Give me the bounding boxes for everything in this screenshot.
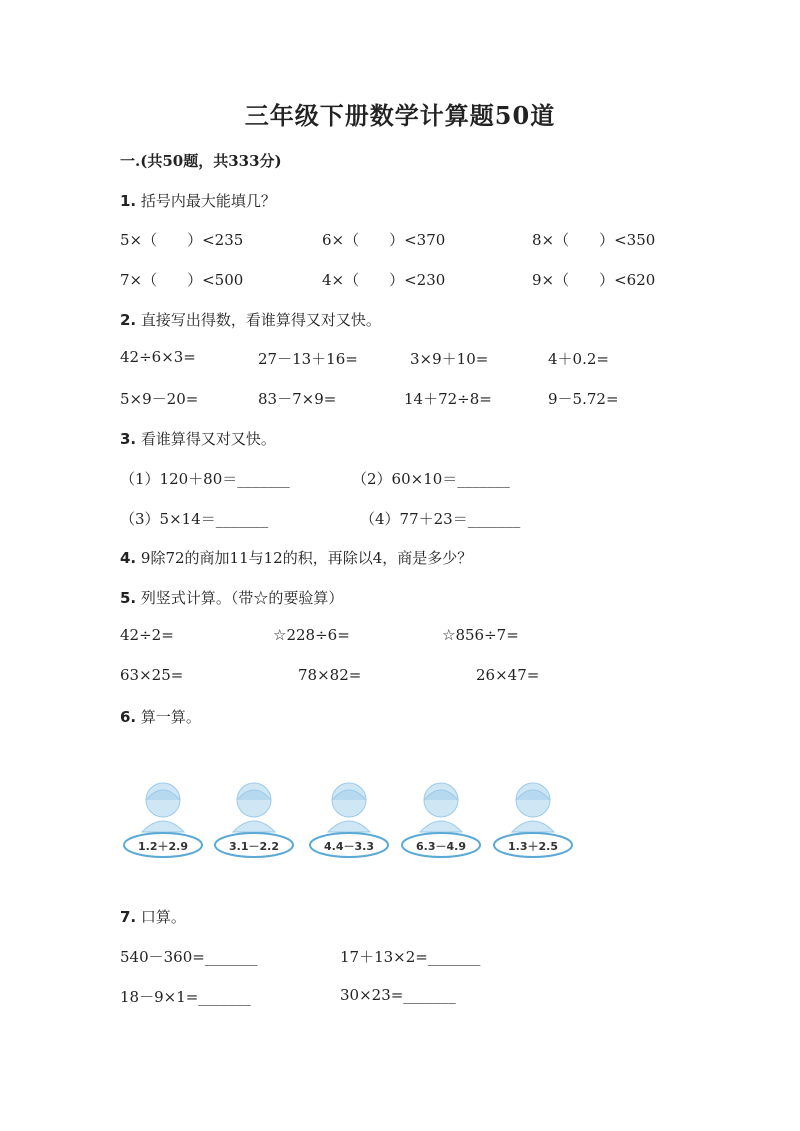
expression: 18－9×1=_______ — [120, 988, 251, 1006]
expression: 78×82= — [298, 666, 362, 684]
expression: 42÷6×3= — [120, 348, 196, 366]
figure-item — [306, 770, 392, 860]
expression: 17＋13×2=_______ — [340, 948, 481, 966]
expression: 63×25= — [120, 666, 184, 684]
expression: （1）120＋80＝_______ — [120, 470, 290, 488]
question-number: 4. — [120, 549, 137, 567]
figure-item — [490, 770, 576, 860]
expression: 26×47= — [476, 666, 540, 684]
expression: 5×（ ）<235 — [120, 231, 244, 249]
expression: 4＋0.2= — [548, 350, 609, 368]
expression: （4）77＋23＝_______ — [360, 510, 521, 528]
expression: 4×（ ）<230 — [322, 271, 446, 289]
section-header: 一.(共50题，共333分) — [120, 152, 282, 170]
question-4 — [120, 547, 472, 568]
oval-expression: 4.4－3.3 — [324, 840, 374, 853]
oval-expression: 3.1－2.2 — [229, 840, 279, 853]
expression: 14＋72÷8= — [404, 390, 492, 408]
expression: 6×（ ）<370 — [322, 231, 446, 249]
question-number: 2. — [120, 311, 137, 329]
question-text: 括号内最大能填几？ — [140, 192, 276, 210]
question-text: 9除72的商加11与12的积，再除以4，商是多少？ — [140, 549, 473, 567]
expression: 3×9＋10= — [410, 350, 489, 368]
expression: （2）60×10＝_______ — [352, 470, 510, 488]
calculation-figures — [120, 770, 580, 870]
question-1 — [120, 190, 276, 211]
expression: 5×9－20= — [120, 390, 199, 408]
page-title: 三年级下册数学计算题50道 — [244, 101, 556, 130]
question-number: 7. — [120, 908, 137, 926]
expression: 9×（ ）<620 — [532, 271, 656, 289]
expression: （3）5×14＝_______ — [120, 510, 269, 528]
expression: 8×（ ）<350 — [532, 231, 656, 249]
question-text: 口算。 — [140, 908, 186, 926]
expression: 9－5.72= — [548, 390, 619, 408]
oval-expression: 1.2＋2.9 — [138, 840, 188, 853]
question-number: 6. — [120, 708, 137, 726]
expression: 42÷2= — [120, 626, 174, 644]
question-number: 3. — [120, 430, 137, 448]
question-3 — [120, 428, 276, 449]
expression: 30×23=_______ — [340, 986, 456, 1004]
figure-item — [398, 770, 484, 860]
expression: ☆228÷6= — [273, 626, 350, 644]
expression: 540－360=_______ — [120, 948, 258, 966]
expression: 83－7×9= — [258, 390, 337, 408]
question-number: 1. — [120, 192, 137, 210]
oval-expression: 6.3－4.9 — [416, 840, 466, 853]
question-text: 列竖式计算。（带☆的要验算） — [140, 589, 344, 607]
expression: 27－13＋16= — [258, 350, 358, 368]
expression: ☆856÷7= — [442, 626, 519, 644]
oval-expression: 1.3＋2.5 — [508, 840, 558, 853]
expression: 7×（ ）<500 — [120, 271, 244, 289]
question-text: 算一算。 — [140, 708, 201, 726]
figure-item — [211, 770, 297, 860]
question-text: 直接写出得数，看谁算得又对又快。 — [140, 311, 381, 329]
question-number: 5. — [120, 589, 137, 607]
question-2 — [120, 309, 381, 330]
question-6 — [120, 706, 201, 727]
question-5 — [120, 587, 343, 608]
question-text: 看谁算得又对又快。 — [140, 430, 276, 448]
question-7 — [120, 906, 186, 927]
figure-item — [120, 770, 206, 860]
